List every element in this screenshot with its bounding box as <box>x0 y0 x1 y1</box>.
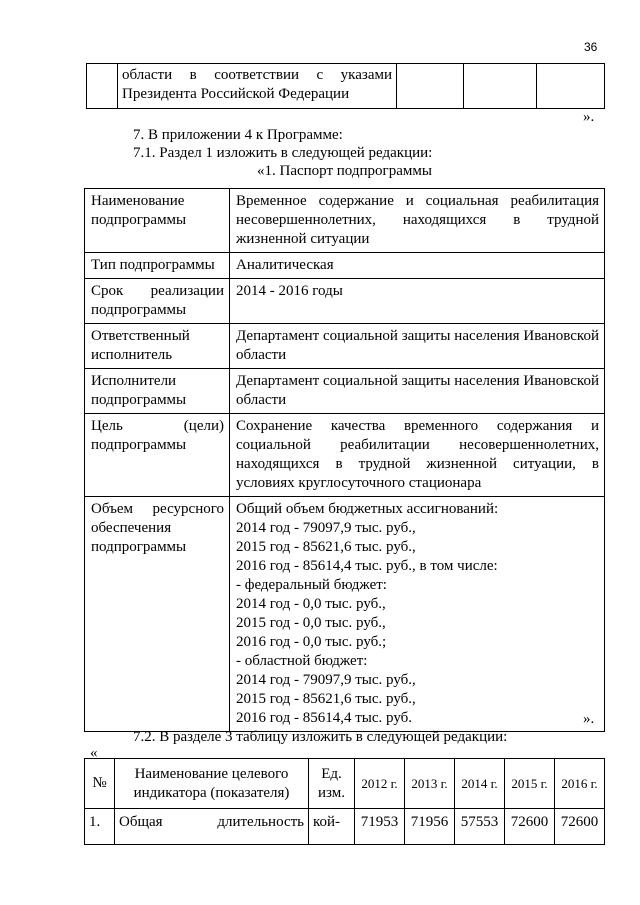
budget-line: 2014 год - 79097,9 тыс. руб., <box>236 672 416 688</box>
page-number: 36 <box>584 40 598 54</box>
table-row <box>85 189 605 253</box>
cell-empty <box>87 64 118 109</box>
section-heading: 7. В приложении 4 к Программе: <box>133 127 343 143</box>
row-value: Департамент социальной защиты населения Ивановской области <box>230 324 605 369</box>
budget-line: 2015 год - 0,0 тыс. руб., <box>236 615 386 631</box>
header-cell-year: 2015 г. <box>505 759 555 809</box>
budget-line: 2016 год - 0,0 тыс. руб.; <box>236 634 387 650</box>
table-row <box>85 279 605 324</box>
table-row <box>85 324 605 369</box>
passport-title: «1. Паспорт подпрограммы <box>257 163 432 179</box>
opening-quote: « <box>90 745 98 761</box>
header-cell-number: № <box>85 759 115 809</box>
budget-line: Общий объем бюджетных ассигнований: <box>236 501 499 517</box>
header-cell-name: Наименование целевого индикатора (показателя) <box>115 759 309 809</box>
cell-empty <box>537 64 605 109</box>
row-number: 1. <box>85 809 115 845</box>
row-label: Ответственный исполнитель <box>85 324 230 369</box>
row-value <box>230 497 605 732</box>
indicators-table <box>84 758 605 845</box>
table-row <box>85 809 605 845</box>
passport-table <box>84 188 605 732</box>
header-cell-year: 2014 г. <box>455 759 505 809</box>
header-cell-year: 2012 г. <box>355 759 405 809</box>
table-row <box>85 414 605 497</box>
row-label: Цель (цели) подпрограммы <box>85 414 230 497</box>
row-unit: кой- <box>309 809 355 845</box>
continued-table <box>86 63 605 109</box>
row-label: Наименование подпрограммы <box>85 189 230 253</box>
cell-empty <box>464 64 537 109</box>
header-cell-year: 2016 г. <box>555 759 605 809</box>
budget-line: 2016 год - 85614,4 тыс. руб., в том числе: <box>236 558 498 574</box>
row-name-part: Общая <box>119 814 163 830</box>
cell-empty <box>397 64 464 109</box>
row-value: Временное содержание и социальная реабилитация несовершеннолетних, находящихся в трудной жизненной ситуации <box>230 189 605 253</box>
row-value: Департамент социальной защиты населения Ивановской области <box>230 369 605 414</box>
row-name-part: длительность <box>217 814 304 830</box>
table-row <box>85 497 605 732</box>
table-row <box>85 369 605 414</box>
row-label: Тип подпрограммы <box>85 253 230 279</box>
row-value: 2014 - 2016 годы <box>230 279 605 324</box>
row-label: Объем ресурсного обеспечения подпрограммы <box>85 497 230 732</box>
text-line: Президента Российской Федерации <box>122 86 350 102</box>
row-value: 72600 <box>505 809 555 845</box>
budget-line: - областной бюджет: <box>236 653 368 669</box>
row-value: 72600 <box>555 809 605 845</box>
table-row <box>85 253 605 279</box>
budget-line: 2014 год - 0,0 тыс. руб., <box>236 596 386 612</box>
row-label: Срок реализации подпрограммы <box>85 279 230 324</box>
header-cell-unit: Ед. изм. <box>309 759 355 809</box>
closing-quote: ». <box>583 109 595 125</box>
row-value: 71953 <box>355 809 405 845</box>
section-heading: 7.1. Раздел 1 изложить в следующей редакции: <box>133 145 433 161</box>
budget-line: 2014 год - 79097,9 тыс. руб., <box>236 520 416 536</box>
budget-line: 2015 год - 85621,6 тыс. руб., <box>236 539 416 555</box>
row-name <box>115 809 309 845</box>
row-value: Аналитическая <box>230 253 605 279</box>
text-line: области в соответствии с указами <box>122 67 392 83</box>
section-heading: 7.2. В разделе 3 таблицу изложить в следующей редакции: <box>133 729 508 745</box>
row-value: 71956 <box>405 809 455 845</box>
row-value: 57553 <box>455 809 505 845</box>
row-value: Сохранение качества временного содержания и социальной реабилитации несовершеннолетних, находящихся в трудной жизненной ситуации, в условиях круглосуточного стационара <box>230 414 605 497</box>
budget-line: 2016 год - 85614,4 тыс. руб. <box>236 710 413 726</box>
cell-text <box>118 64 397 109</box>
header-row <box>85 759 605 809</box>
header-cell-year: 2013 г. <box>405 759 455 809</box>
budget-line: - федеральный бюджет: <box>236 577 387 593</box>
budget-line: 2015 год - 85621,6 тыс. руб., <box>236 691 416 707</box>
closing-quote: ». <box>583 711 595 727</box>
row-label: Исполнители подпрограммы <box>85 369 230 414</box>
